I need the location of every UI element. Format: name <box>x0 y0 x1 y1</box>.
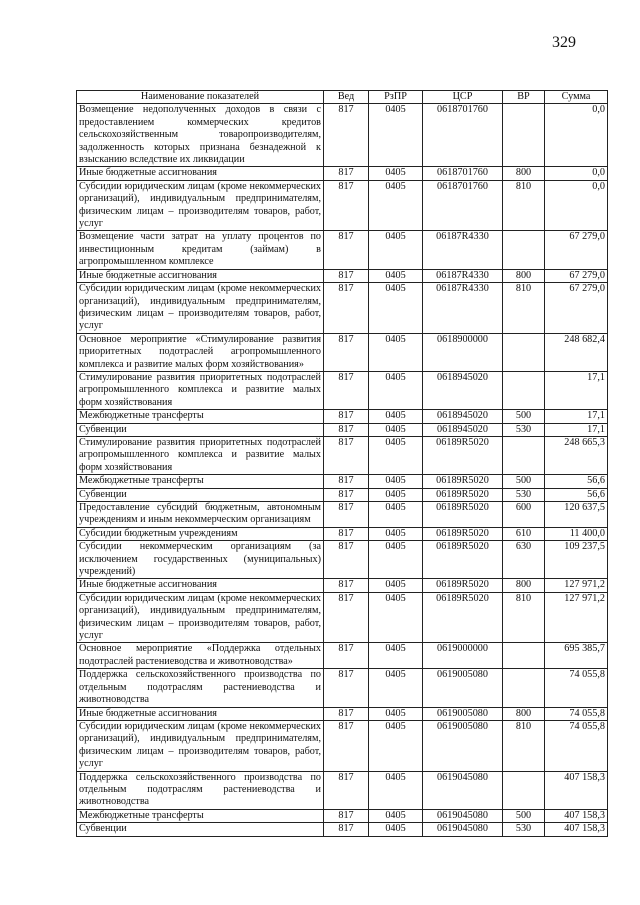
cell-vr: 630 <box>503 541 545 579</box>
cell-csr: 06189R5020 <box>423 579 503 592</box>
cell-ved: 817 <box>324 823 369 836</box>
cell-vr: 530 <box>503 423 545 436</box>
cell-ved: 817 <box>324 707 369 720</box>
header-rzpr: РзПР <box>369 91 423 104</box>
table-row <box>77 167 608 180</box>
cell-vr <box>503 333 545 371</box>
table-row <box>77 720 608 771</box>
cell-name: Иные бюджетные ассигнования <box>77 269 324 282</box>
cell-sum: 56,6 <box>545 488 608 501</box>
table-row <box>77 180 608 231</box>
cell-csr: 06187R4330 <box>423 231 503 269</box>
cell-vr: 610 <box>503 527 545 540</box>
cell-csr: 0619005080 <box>423 669 503 707</box>
cell-csr: 0618900000 <box>423 333 503 371</box>
cell-rzpr: 0405 <box>369 167 423 180</box>
table-row <box>77 436 608 474</box>
cell-csr: 06189R5020 <box>423 488 503 501</box>
cell-vr: 800 <box>503 167 545 180</box>
cell-sum: 0,0 <box>545 167 608 180</box>
cell-name: Субсидии бюджетным учреждениям <box>77 527 324 540</box>
header-vr: ВР <box>503 91 545 104</box>
table-row <box>77 669 608 707</box>
header-row <box>77 91 608 104</box>
header-name: Наименование показателей <box>77 91 324 104</box>
cell-vr: 530 <box>503 488 545 501</box>
cell-rzpr: 0405 <box>369 527 423 540</box>
cell-name: Возмещение части затрат на уплату процентов по инвестиционным кредитам (займам) в агропромышленном комплексе <box>77 231 324 269</box>
cell-sum: 127 971,2 <box>545 579 608 592</box>
cell-ved: 817 <box>324 231 369 269</box>
cell-name: Поддержка сельскохозяйственного производства по отдельным подотраслям растениеводства и животноводства <box>77 669 324 707</box>
page-number: 329 <box>552 34 576 51</box>
cell-vr <box>503 771 545 809</box>
cell-csr: 06189R5020 <box>423 475 503 488</box>
cell-name: Субсидии юридическим лицам (кроме некоммерческих организаций), индивидуальным предпринимателям, физическим лицам – производителям товаров, работ, услуг <box>77 720 324 771</box>
cell-csr: 0618945020 <box>423 410 503 423</box>
table-row <box>77 231 608 269</box>
cell-csr: 0618701760 <box>423 167 503 180</box>
cell-name: Стимулирование развития приоритетных подотраслей агропромышленного комплекса и развитие малых форм хозяйствования <box>77 436 324 474</box>
cell-rzpr: 0405 <box>369 488 423 501</box>
cell-csr: 0619000000 <box>423 643 503 669</box>
cell-rzpr: 0405 <box>369 475 423 488</box>
cell-vr: 810 <box>503 180 545 231</box>
cell-name: Возмещение недополученных доходов в связи с предоставлением коммерческих кредитов сельскохозяйственным товаропроизводителям, задолженность которых признана безнадежной к взысканию вследствие их ликвидации <box>77 104 324 167</box>
cell-ved: 817 <box>324 423 369 436</box>
cell-name: Субсидии некоммерческим организациям (за исключением государственных (муниципальных) учреждений) <box>77 541 324 579</box>
cell-ved: 817 <box>324 410 369 423</box>
cell-ved: 817 <box>324 180 369 231</box>
cell-name: Субвенции <box>77 823 324 836</box>
cell-rzpr: 0405 <box>369 333 423 371</box>
cell-vr: 800 <box>503 579 545 592</box>
cell-name: Межбюджетные трансферты <box>77 410 324 423</box>
cell-rzpr: 0405 <box>369 371 423 409</box>
cell-vr: 810 <box>503 283 545 334</box>
cell-sum: 127 971,2 <box>545 592 608 643</box>
cell-name: Межбюджетные трансферты <box>77 475 324 488</box>
table-row <box>77 527 608 540</box>
cell-ved: 817 <box>324 283 369 334</box>
cell-sum: 407 158,3 <box>545 823 608 836</box>
cell-ved: 817 <box>324 488 369 501</box>
table-row <box>77 771 608 809</box>
cell-ved: 817 <box>324 643 369 669</box>
cell-ved: 817 <box>324 333 369 371</box>
cell-sum: 11 400,0 <box>545 527 608 540</box>
cell-ved: 817 <box>324 371 369 409</box>
cell-csr: 0619045080 <box>423 823 503 836</box>
cell-rzpr: 0405 <box>369 592 423 643</box>
cell-rzpr: 0405 <box>369 502 423 528</box>
table-row <box>77 269 608 282</box>
table-row <box>77 809 608 822</box>
table-row <box>77 283 608 334</box>
table-header <box>77 91 608 104</box>
cell-vr <box>503 669 545 707</box>
cell-csr: 06189R5020 <box>423 527 503 540</box>
cell-csr: 0619005080 <box>423 720 503 771</box>
cell-rzpr: 0405 <box>369 809 423 822</box>
cell-name: Иные бюджетные ассигнования <box>77 167 324 180</box>
table-row <box>77 502 608 528</box>
cell-csr: 0618945020 <box>423 423 503 436</box>
cell-vr: 500 <box>503 475 545 488</box>
cell-sum: 17,1 <box>545 410 608 423</box>
cell-sum: 17,1 <box>545 423 608 436</box>
cell-csr: 0618701760 <box>423 180 503 231</box>
cell-name: Межбюджетные трансферты <box>77 809 324 822</box>
cell-sum: 248 665,3 <box>545 436 608 474</box>
cell-sum: 109 237,5 <box>545 541 608 579</box>
header-ved: Вед <box>324 91 369 104</box>
header-csr: ЦСР <box>423 91 503 104</box>
cell-name: Стимулирование развития приоритетных подотраслей агропромышленного комплекса и развитие малых форм хозяйствования <box>77 371 324 409</box>
cell-rzpr: 0405 <box>369 436 423 474</box>
table-row <box>77 423 608 436</box>
cell-rzpr: 0405 <box>369 707 423 720</box>
cell-ved: 817 <box>324 771 369 809</box>
cell-vr <box>503 436 545 474</box>
cell-vr: 500 <box>503 809 545 822</box>
cell-rzpr: 0405 <box>369 669 423 707</box>
cell-sum: 74 055,8 <box>545 720 608 771</box>
cell-name: Основное мероприятие «Поддержка отдельных подотраслей растениеводства и животноводства» <box>77 643 324 669</box>
cell-rzpr: 0405 <box>369 643 423 669</box>
cell-name: Субвенции <box>77 488 324 501</box>
cell-vr: 810 <box>503 592 545 643</box>
cell-ved: 817 <box>324 269 369 282</box>
cell-ved: 817 <box>324 436 369 474</box>
cell-rzpr: 0405 <box>369 231 423 269</box>
cell-sum: 67 279,0 <box>545 231 608 269</box>
cell-sum: 56,6 <box>545 475 608 488</box>
table-row <box>77 541 608 579</box>
cell-ved: 817 <box>324 502 369 528</box>
table-row <box>77 333 608 371</box>
cell-sum: 695 385,7 <box>545 643 608 669</box>
cell-rzpr: 0405 <box>369 771 423 809</box>
cell-name: Основное мероприятие «Стимулирование развития приоритетных подотраслей агропромышленного комплекса и развитие малых форм хозяйствования» <box>77 333 324 371</box>
cell-vr <box>503 643 545 669</box>
cell-sum: 17,1 <box>545 371 608 409</box>
cell-ved: 817 <box>324 720 369 771</box>
cell-vr: 810 <box>503 720 545 771</box>
cell-sum: 67 279,0 <box>545 269 608 282</box>
table-row <box>77 579 608 592</box>
cell-rzpr: 0405 <box>369 423 423 436</box>
cell-ved: 817 <box>324 475 369 488</box>
cell-ved: 817 <box>324 527 369 540</box>
cell-csr: 06189R5020 <box>423 592 503 643</box>
cell-rzpr: 0405 <box>369 283 423 334</box>
cell-rzpr: 0405 <box>369 579 423 592</box>
cell-csr: 0619045080 <box>423 809 503 822</box>
cell-sum: 67 279,0 <box>545 283 608 334</box>
cell-vr <box>503 231 545 269</box>
cell-csr: 06189R5020 <box>423 436 503 474</box>
cell-sum: 0,0 <box>545 180 608 231</box>
cell-rzpr: 0405 <box>369 823 423 836</box>
table-row <box>77 475 608 488</box>
cell-name: Субсидии юридическим лицам (кроме некоммерческих организаций), индивидуальным предпринимателям, физическим лицам – производителям товаров, работ, услуг <box>77 283 324 334</box>
table-row <box>77 707 608 720</box>
cell-rzpr: 0405 <box>369 410 423 423</box>
cell-name: Субсидии юридическим лицам (кроме некоммерческих организаций), индивидуальным предпринимателям, физическим лицам – производителям товаров, работ, услуг <box>77 592 324 643</box>
cell-csr: 06189R5020 <box>423 541 503 579</box>
cell-ved: 817 <box>324 669 369 707</box>
cell-sum: 120 637,5 <box>545 502 608 528</box>
table-row <box>77 643 608 669</box>
cell-sum: 0,0 <box>545 104 608 167</box>
table-row <box>77 592 608 643</box>
cell-name: Иные бюджетные ассигнования <box>77 707 324 720</box>
cell-sum: 407 158,3 <box>545 809 608 822</box>
cell-vr: 500 <box>503 410 545 423</box>
cell-csr: 0619005080 <box>423 707 503 720</box>
cell-name: Поддержка сельскохозяйственного производства по отдельным подотраслям растениеводства и животноводства <box>77 771 324 809</box>
cell-csr: 06187R4330 <box>423 283 503 334</box>
cell-sum: 407 158,3 <box>545 771 608 809</box>
cell-name: Иные бюджетные ассигнования <box>77 579 324 592</box>
cell-name: Субвенции <box>77 423 324 436</box>
cell-csr: 0618701760 <box>423 104 503 167</box>
cell-name: Субсидии юридическим лицам (кроме некоммерческих организаций), индивидуальным предпринимателям, физическим лицам – производителям товаров, работ, услуг <box>77 180 324 231</box>
cell-ved: 817 <box>324 167 369 180</box>
cell-vr: 800 <box>503 269 545 282</box>
cell-vr: 800 <box>503 707 545 720</box>
cell-sum: 74 055,8 <box>545 669 608 707</box>
table-row <box>77 823 608 836</box>
table-row <box>77 410 608 423</box>
cell-sum: 74 055,8 <box>545 707 608 720</box>
cell-rzpr: 0405 <box>369 269 423 282</box>
cell-csr: 0619045080 <box>423 771 503 809</box>
table-row <box>77 371 608 409</box>
cell-csr: 06187R4330 <box>423 269 503 282</box>
cell-ved: 817 <box>324 579 369 592</box>
table-body <box>77 104 608 836</box>
cell-vr <box>503 104 545 167</box>
cell-vr: 530 <box>503 823 545 836</box>
cell-rzpr: 0405 <box>369 104 423 167</box>
cell-vr <box>503 371 545 409</box>
table-row <box>77 488 608 501</box>
cell-rzpr: 0405 <box>369 720 423 771</box>
cell-name: Предоставление субсидий бюджетным, автономным учреждениям и иным некоммерческим организациям <box>77 502 324 528</box>
cell-rzpr: 0405 <box>369 180 423 231</box>
cell-ved: 817 <box>324 809 369 822</box>
cell-ved: 817 <box>324 592 369 643</box>
cell-csr: 06189R5020 <box>423 502 503 528</box>
cell-rzpr: 0405 <box>369 541 423 579</box>
header-sum: Сумма <box>545 91 608 104</box>
cell-csr: 0618945020 <box>423 371 503 409</box>
cell-ved: 817 <box>324 541 369 579</box>
cell-vr: 600 <box>503 502 545 528</box>
cell-sum: 248 682,4 <box>545 333 608 371</box>
table-row <box>77 104 608 167</box>
cell-ved: 817 <box>324 104 369 167</box>
budget-table <box>76 90 608 837</box>
